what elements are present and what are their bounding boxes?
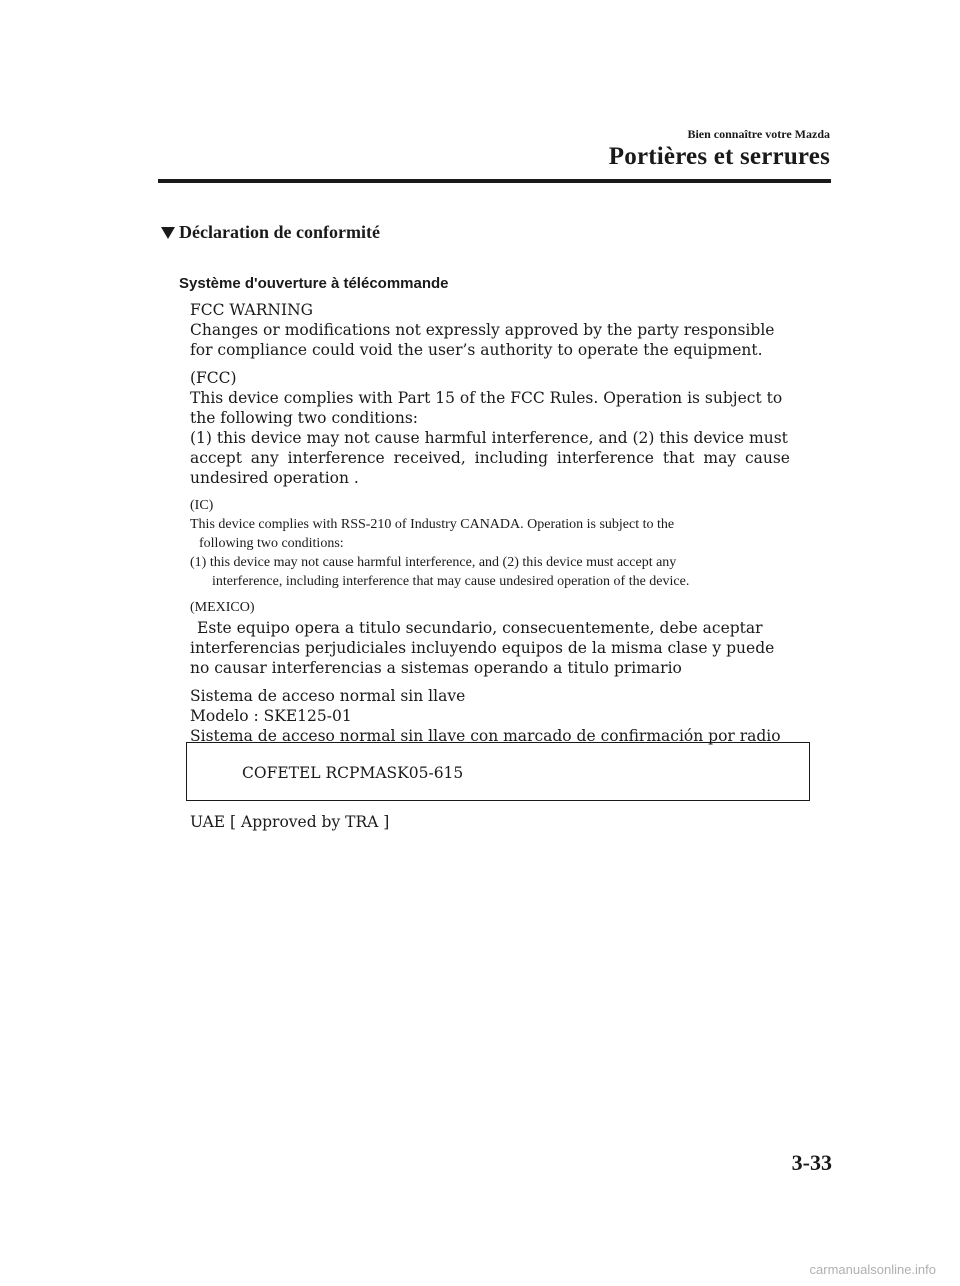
fcc-heading: (FCC) [190, 369, 237, 387]
cofetel-label: COFETEL RCPMASK05-615 [242, 764, 464, 782]
cofetel-box [186, 742, 810, 801]
page-title: Portières et serrures [608, 143, 830, 170]
fcc-line: (1) this device may not cause harmful interference, and (2) this device must [190, 429, 788, 447]
subsection-heading: Système d'ouverture à télécommande [179, 275, 449, 292]
section-title-text: Déclaration de conformité [179, 222, 380, 242]
ic-line: interference, including interference that may cause undesired operation of the device. [212, 574, 690, 589]
section-heading [160, 222, 380, 243]
ic-heading: (IC) [190, 498, 214, 513]
fcc-warning-heading: FCC WARNING [190, 301, 314, 319]
fcc-line: the following two conditions: [190, 409, 418, 427]
sistema-line: Sistema de acceso normal sin llave [190, 687, 466, 705]
fcc-warning-block [190, 300, 790, 360]
sistema-block [190, 686, 790, 746]
fcc-line: accept any interference received, including interference that may cause [190, 449, 790, 467]
mexico-line: interferencias perjudiciales incluyendo equipos de la misma clase y puede [190, 639, 775, 657]
ic-line: (1) this device may not cause harmful interference, and (2) this device must accept any [190, 555, 677, 570]
mexico-line: no causar interferencias a sistemas operando a titulo primario [190, 659, 682, 677]
mexico-line: Este equipo opera a titulo secundario, consecuentemente, debe aceptar [197, 619, 763, 637]
watermark: carmanualsonline.info [809, 1262, 936, 1277]
sistema-model: Modelo : SKE125-01 [190, 707, 352, 725]
triangle-down-icon [160, 226, 176, 240]
ic-line: This device complies with RSS-210 of Industry CANADA. Operation is subject to the [190, 517, 675, 532]
fcc-line: undesired operation . [190, 469, 359, 487]
fcc-line: This device complies with Part 15 of the FCC Rules. Operation is subject to [190, 389, 783, 407]
mexico-heading: (MEXICO) [190, 600, 255, 615]
fcc-warning-line: for compliance could void the user’s authority to operate the equipment. [190, 341, 763, 359]
chapter-label: Bien connaître votre Mazda [687, 127, 830, 141]
uae-approval: UAE [ Approved by TRA ] [190, 813, 390, 831]
page-number: 3-33 [791, 1150, 832, 1175]
header-divider [158, 179, 831, 183]
fcc-block [190, 368, 790, 488]
sistema-line: Sistema de acceso normal sin llave con marcado de confirmación por radio [190, 727, 781, 745]
ic-block [190, 496, 780, 591]
fcc-warning-line: Changes or modifications not expressly approved by the party responsible [190, 321, 775, 339]
ic-line: following two conditions: [199, 536, 344, 551]
mexico-block [190, 598, 790, 678]
